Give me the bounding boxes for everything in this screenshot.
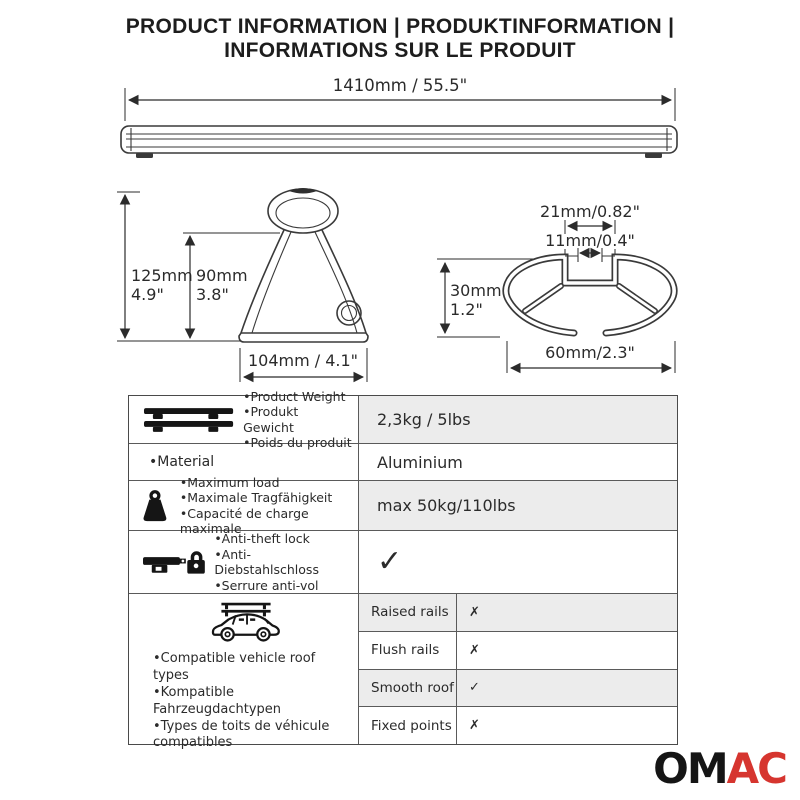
raised-rails-value-cell xyxy=(457,594,677,631)
foot-inner-height-in: 3.8" xyxy=(196,285,229,304)
foot-total-height-in: 4.9" xyxy=(131,285,164,304)
smooth-roof-label-cell xyxy=(359,670,457,707)
label-product-weight-en: •Product Weight xyxy=(243,388,346,404)
foot-inner-height-mm: 90mm xyxy=(196,266,248,285)
lock-value-cell xyxy=(359,531,677,593)
material-value: Aluminium xyxy=(377,452,463,472)
weight-labels xyxy=(243,389,352,451)
label-lock-en: •Anti-theft lock xyxy=(214,531,310,546)
flush-rails-mark: ✗ xyxy=(469,642,480,658)
page-title xyxy=(0,14,800,64)
label-material: •Material xyxy=(149,454,215,470)
page-title-line2: INFORMATIONS SUR LE PRODUIT xyxy=(224,39,576,63)
subrow-fixed-points xyxy=(359,706,677,744)
table-row-max-load xyxy=(129,474,677,536)
subrow-raised-rails xyxy=(359,594,677,631)
roof-types-label-cell xyxy=(129,594,359,751)
material-value-cell xyxy=(359,444,677,480)
profile-slot-inner-label: 11mm/0.4" xyxy=(545,231,635,250)
label-product-weight-de: •Produkt Gewicht xyxy=(243,404,299,435)
car-icon-wrap xyxy=(211,601,281,647)
smooth-roof-mark: ✓ xyxy=(469,680,480,696)
profile-height-mm: 30mm xyxy=(450,281,502,300)
label-roof-types-fr1: •Types de toits de véhicule xyxy=(153,718,330,734)
page-title-line1: PRODUCT INFORMATION | PRODUKTINFORMATION | xyxy=(125,15,675,38)
bar-length-label: 1410mm / 55.5" xyxy=(332,76,468,95)
omac-logo xyxy=(653,744,786,793)
foot-total-height-mm: 125mm xyxy=(131,266,193,285)
flush-rails-label: Flush rails xyxy=(371,642,440,659)
subrow-smooth-roof xyxy=(359,669,677,707)
fixed-points-label: Fixed points xyxy=(371,717,452,734)
foot-diagram xyxy=(117,188,368,382)
profile-slot-outer-label: 21mm/0.82" xyxy=(540,202,640,221)
crossbar-diagram xyxy=(121,76,677,158)
label-roof-types-en: •Compatible vehicle roof types xyxy=(153,651,316,683)
weight-icon xyxy=(139,485,171,527)
lock-icon xyxy=(143,544,205,580)
subrow-flush-rails xyxy=(359,631,677,669)
spec-table xyxy=(128,388,678,751)
weight-value: 2,3kg / 5lbs xyxy=(377,410,471,429)
technical-diagrams xyxy=(0,70,800,395)
raised-rails-label-cell xyxy=(359,594,457,631)
raised-rails-mark: ✗ xyxy=(469,604,480,620)
crossbars-icon xyxy=(143,407,234,433)
lock-labels xyxy=(214,531,352,593)
omac-logo-red: AC xyxy=(726,744,786,793)
raised-rails-label: Raised rails xyxy=(371,604,449,621)
roof-types-subtable xyxy=(359,594,677,744)
lock-label-cell xyxy=(129,531,359,593)
label-roof-types-fr2: compatibles xyxy=(153,735,233,751)
roof-types-labels xyxy=(153,651,352,752)
flush-rails-value-cell xyxy=(457,632,677,669)
label-max-load-fr: •Capacité de charge maximale xyxy=(179,505,309,536)
profile-width-label: 60mm/2.3" xyxy=(545,343,635,362)
smooth-roof-label: Smooth roof xyxy=(371,679,454,696)
label-max-load-de: •Maximale Tragfähigkeit xyxy=(179,490,333,505)
omac-logo-black: OM xyxy=(653,744,727,793)
weight-label-cell xyxy=(129,388,359,450)
smooth-roof-value-cell xyxy=(457,670,677,707)
car-roof-rack-icon xyxy=(211,601,281,643)
label-lock-de: •Anti-Diebstahlschloss xyxy=(214,546,319,577)
fixed-points-label-cell xyxy=(359,707,457,744)
flush-rails-label-cell xyxy=(359,632,457,669)
table-row-weight xyxy=(129,388,677,450)
weight-value-cell xyxy=(359,396,677,443)
label-product-weight-fr: •Poids du produit xyxy=(243,435,352,450)
profile-height-in: 1.2" xyxy=(450,300,483,319)
foot-top-cap xyxy=(289,188,317,194)
label-roof-types-de: •Kompatible Fahrzeugdachtypen xyxy=(153,684,282,717)
lock-checkmark: ✓ xyxy=(377,544,403,579)
profile-diagram xyxy=(437,202,675,373)
load-value-cell xyxy=(359,481,677,530)
load-label-cell xyxy=(129,474,359,536)
label-lock-fr: •Serrure anti-vol xyxy=(214,577,319,593)
bar-foot-mark xyxy=(645,153,662,158)
table-row-roof-types xyxy=(129,593,677,751)
load-labels xyxy=(180,475,352,537)
bar-foot-mark xyxy=(136,153,153,158)
table-row-lock xyxy=(129,530,677,593)
fixed-points-mark: ✗ xyxy=(469,718,480,734)
foot-width-label: 104mm / 4.1" xyxy=(247,351,359,370)
fixed-points-value-cell xyxy=(457,707,677,744)
label-max-load-en: •Maximum load xyxy=(179,474,280,490)
load-value: max 50kg/110lbs xyxy=(377,496,516,515)
